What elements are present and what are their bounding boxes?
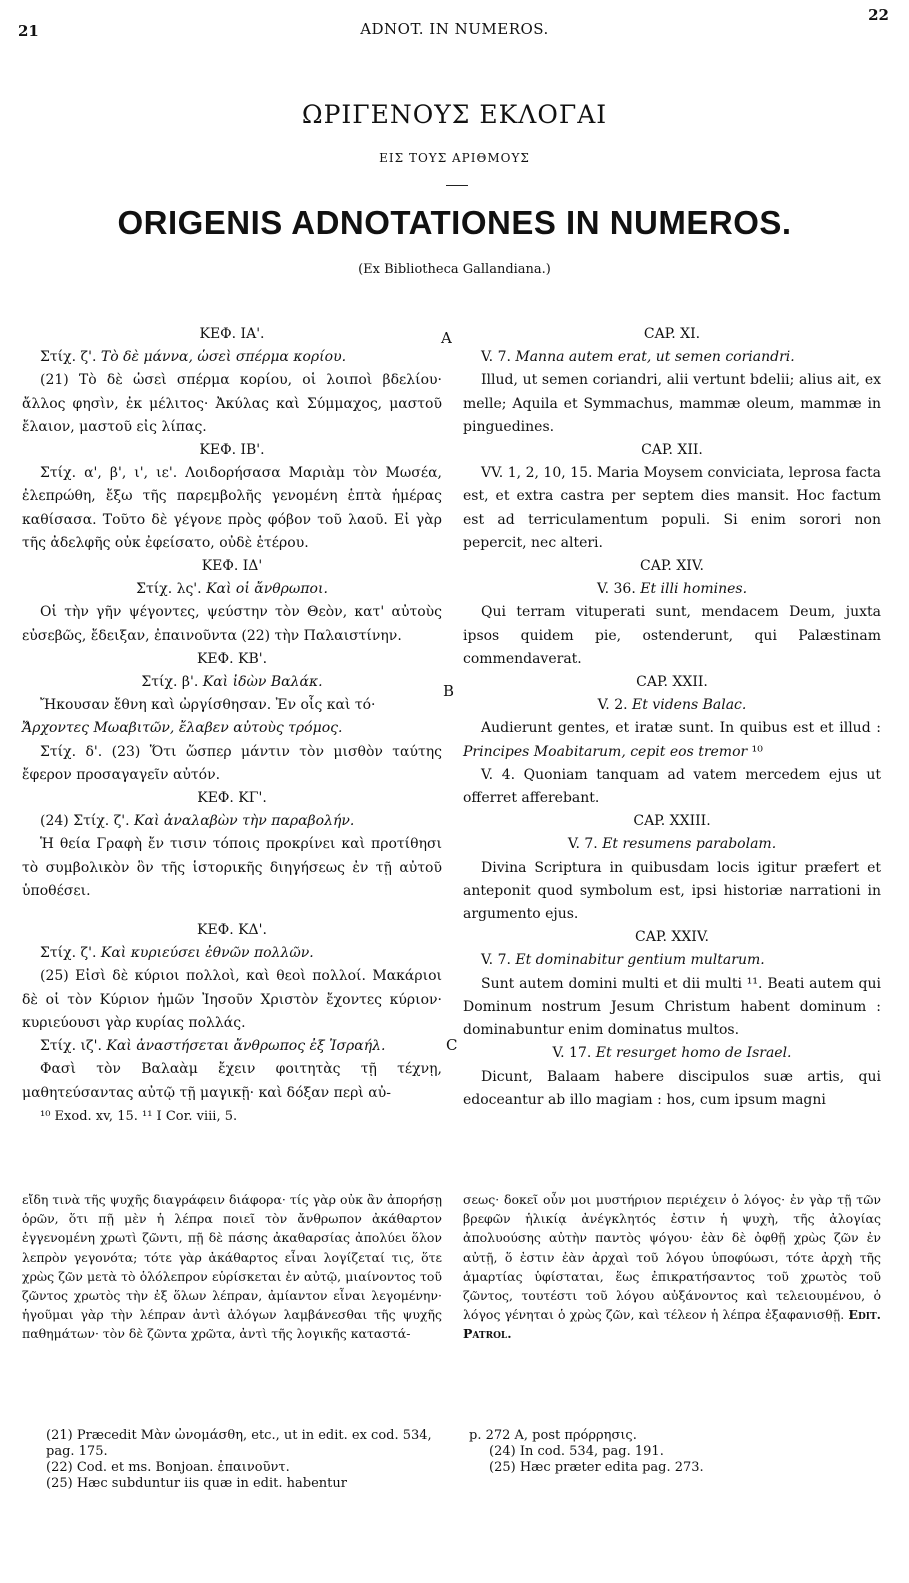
verse-quote: Et videns Balac. <box>632 697 747 714</box>
chapter-heading: CAP. XXII. <box>636 674 708 691</box>
verse-line <box>463 833 881 856</box>
footnote: (25) Hæc præter edita pag. 273. <box>489 1460 704 1475</box>
footnote: (24) In cod. 534, pag. 191. <box>489 1444 664 1459</box>
verse-line <box>22 810 442 833</box>
paragraph: Ἡ θεία Γραφὴ ἔν τισιν τόποις προκρίνει καὶ προτίθησι τὸ συμβολικὸν ὃν τῆς ἱστορικῆς διηγήσεως ἐν τῇ αὐτοῦ ὑποθέσει. <box>22 836 442 899</box>
verse-line <box>22 346 442 369</box>
verse-quote: Τὸ δὲ μάννα, ὡσεὶ σπέρμα κορίου. <box>100 349 347 366</box>
chapter-heading: ΚΕΦ. ΙΒ'. <box>199 442 265 459</box>
title-divider <box>446 185 468 186</box>
verse-line <box>22 942 442 965</box>
verse-line <box>22 671 442 694</box>
latin-column <box>463 323 881 1112</box>
verse-ref: V. 2. <box>597 697 628 714</box>
source-note: (Ex Bibliotheca Gallandiana.) <box>358 262 551 277</box>
verse-line <box>463 1042 881 1065</box>
footnote: (21) Præcedit Μὰν ὠνομάσθη, etc., ut in edit. ex cod. 534, pag. 175. <box>46 1428 432 1459</box>
paragraph: Divina Scriptura in quibusdam locis igitur præfert et anteponit quod symbolum est, ipsi historiæ narrationi in argumento ejus. <box>463 859 881 923</box>
verse-quote: Et dominabitur gentium multarum. <box>515 952 765 969</box>
verse-ref: V. 7. <box>481 952 511 969</box>
paragraph: Sunt autem domini multi et dii multi ¹¹. Beati autem qui Dominum nostrum Jesum Christum habent dominum : dominabuntur enim dominatus multos. <box>463 975 881 1039</box>
verse-quote: Et illi homines. <box>640 581 748 598</box>
right-page-number: 22 <box>868 6 889 24</box>
greek-column <box>22 323 442 1128</box>
verse-ref: Στίχ. λς'. <box>136 581 202 598</box>
latin-title: ORIGENIS ADNOTATIONES IN NUMEROS. <box>117 204 792 241</box>
verse-ref: V. 7. <box>567 836 598 853</box>
scripture-footnote: ¹⁰ Exod. xv, 15. ¹¹ I Cor. viii, 5. <box>40 1108 238 1124</box>
verse-ref: V. 7. <box>481 349 511 366</box>
editorial-footnotes-left <box>46 1428 444 1492</box>
quote-text: Principes Moabitarum, cepit eos tremor <box>463 743 748 760</box>
verse-line <box>463 949 881 972</box>
greek-note-right <box>463 1190 881 1344</box>
paragraph: Qui terram vituperati sunt, mendacem Deum, juxta ipsos quidem pie, ostenderunt, qui Palæstinam commendaverat. <box>463 604 881 667</box>
verse-ref: V. 36. <box>596 581 636 598</box>
paragraph: Dicunt, Balaam habere discipulos suæ artis, qui edoceantur ab illo magiam : hos, cum ipsum magni <box>463 1068 881 1108</box>
paragraph: Illud, ut semen coriandri, alii vertunt bdelii; alius ait, ex melle; Aquila et Symmachus, mammæ oleum, mammæ in pinguedines. <box>463 372 881 435</box>
verse-quote: Καὶ ἰδὼν Βαλάκ. <box>202 674 323 691</box>
paragraph <box>463 717 881 763</box>
paragraph: (21) Τὸ δὲ ὡσεὶ σπέρμα κορίου, οἱ λοιποὶ βδελίου· ἄλλος φησὶν, ἐκ μέλιτος· Ἀκύλας καὶ Σύμμαχος, μαστοῦ ἔλαιον, μαστοῦ εἰς λίπας. <box>22 372 442 435</box>
verse-quote: Et resurget homo de Israel. <box>595 1045 792 1062</box>
margin-letter-a: A <box>441 329 452 347</box>
chapter-heading: CAP. XI. <box>643 326 701 342</box>
note-text: εἴδη τινὰ τῆς ψυχῆς διαγράφειν διάφορα· τίς γὰρ οὐκ ἂν ἀπορήσῃ ὁρῶν, ὅτι πῇ μὲν ἡ λέπρα ποιεῖ τὸν ἄνθρωπον ἀκάθαρτον ἐγγενομένη χρωτὶ ζῶντι, πῇ δὲ πάσης ἀκαθαρσίας ἀπολύει ὅλον λεπρὸν γεγονότα; τότε γὰρ ἀκάθαρτος εἶναι λογίζεταί τις, ὅτε χρὼς ζῶν μετὰ τὸ ὁλόλεπρον εὑρίσκεται ἐν αὐτῷ, μιαίνοντος τοῦ ζῶντος χρωτὸς τὴν ἐξ ὅλων λέπραν, ἀμίαντον εἶναι λεγομένην· ἡγοῦμαι γὰρ τὴν λέπραν ἀντὶ ἀλόγων λαμβάνεσθαι τῆς ψυχῆς παθημάτων· τὸν δὲ ζῶντα χρῶτα, ἀντὶ τῆς λογικῆς καταστά- <box>22 1192 442 1342</box>
verse-ref: Στίχ. ιζ'. <box>40 1038 102 1055</box>
verse-ref: V. 17. <box>552 1045 592 1062</box>
editorial-footnotes-right <box>469 1428 879 1476</box>
verse-ref: Στίχ. β'. <box>141 674 199 691</box>
footnote: p. 272 A, post πρόρρησις. <box>469 1428 637 1443</box>
verse-line <box>463 578 881 601</box>
verse-line <box>463 694 881 717</box>
verse-line <box>22 1035 442 1058</box>
chapter-heading: ΚΕΦ. ΚΓ'. <box>197 790 267 807</box>
verse-line <box>463 346 881 369</box>
verse-line <box>22 578 442 601</box>
verse-ref: (24) Στίχ. ζ'. <box>40 813 130 830</box>
note-text <box>463 1190 881 1344</box>
verse-ref: Στίχ. ζ'. <box>40 349 97 366</box>
margin-letter-c: C <box>446 1036 458 1054</box>
paragraph: Στίχ. α', β', ι', ιε'. Λοιδορήσασα Μαριὰμ τὸν Μωσέα, ἐλεπρώθη, ἔξω τῆς παρεμβολῆς γενομένη ἑπτὰ ἡμέρας καθίσασα. Τοῦτο δὲ γέγονε πρὸς φόβον τοῦ λαοῦ. Εἰ γὰρ τῆς ἀδελφῆς οὐκ ἐφείσατο, οὐδὲ ἑτέρου. <box>22 465 442 551</box>
paragraph: Στίχ. δ'. (23) Ὅτι ὥσπερ μάντιν τὸν μισθὸν ταύτης ἔφερον προσαγαγεῖν αὐτόν. <box>22 743 442 783</box>
chapter-heading: CAP. XXIV. <box>635 929 709 946</box>
chapter-heading: ΚΕΦ. ΚΔ'. <box>197 922 267 939</box>
verse-ref: Στίχ. ζ'. <box>40 945 97 962</box>
paragraph-text: Audierunt gentes, et iratæ sunt. In quibus est et illud : <box>481 720 881 737</box>
chapter-heading: CAP. XXIII. <box>633 813 711 830</box>
footnote: (25) Hæc subduntur iis quæ in edit. habentur <box>46 1476 347 1491</box>
quote-line <box>22 717 442 740</box>
paragraph: (25) Εἰσὶ δὲ κύριοι πολλοὶ, καὶ θεοὶ πολλοί. Μακάριοι δὲ οἱ τὸν Κύριον ἡμῶν Ἰησοῦν Χριστὸν ἔχοντες κύριον· κυριεύουσι γὰρ κυρίας πολλάς. <box>22 968 442 1031</box>
verse-quote: Καὶ ἀναλαβὼν τὴν παραβολήν. <box>134 813 355 830</box>
quote-text: Ἄρχοντες Μωαβιτῶν, ἔλαβεν αὐτοὺς τρόμος. <box>22 720 343 737</box>
paragraph: V. 4. Quoniam tanquam ad vatem mercedem ejus ut offerret afferebant. <box>463 766 881 807</box>
editor-signature: Edit. Patrol. <box>463 1307 882 1342</box>
verse-quote: Καὶ ἀναστήσεται ἄνθρωπος ἐξ Ἰσραήλ. <box>106 1038 386 1055</box>
paragraph: Ἤκουσαν ἔθνη καὶ ὠργίσθησαν. Ἐν οἷς καὶ τό· <box>40 697 376 714</box>
chapter-heading: ΚΕΦ. ΙΑ'. <box>199 326 265 342</box>
verse-quote: Καὶ κυριεύσει ἐθνῶν πολλῶν. <box>100 945 314 962</box>
footnote: (22) Cod. et ms. Bonjoan. ἐπαινοῦντ. <box>46 1460 290 1475</box>
margin-letter-b: B <box>443 682 455 700</box>
chapter-heading: ΚΕΦ. ΚΒ'. <box>196 650 268 667</box>
verse-quote: Καὶ οἱ ἄνθρωποι. <box>206 581 328 598</box>
left-page-number: 21 <box>18 22 39 40</box>
note-body: σεως· δοκεῖ οὖν μοι μυστήριον περιέχειν ὁ λόγος· ἐν γὰρ τῇ τῶν βρεφῶν ἡλικίᾳ ἀνέγκλητός ἐστιν ἡ ψυχὴ, τῆς ἀλογίας ἀπολυούσης αὐτὴν παντὸς ψόγου· ἐὰν δὲ ὀφθῇ χρὼς ζῶν ἐν αὐτῇ, ὅ ἐστιν ἐὰν ἀρχαὶ τοῦ λόγου ὑποφύωσι, τότε ἀρχὴ τῆς ἁμαρτίας ὑφίσταται, ἕως ἐπικρατήσαντος τοῦ χρωτὸς τοῦ ζῶντος, τουτέστι τοῦ λόγου αὐξάνοντος καὶ τελειουμένου, ὁ λόγος γένηται ὁ χρὼς ζῶν, καὶ τέλεον ἡ λέπρα ἐξαφανισθῇ. <box>463 1192 881 1323</box>
paragraph: VV. 1, 2, 10, 15. Maria Moysem conviciata, leprosa facta est, et extra castra per septem dies mansit. Hoc factum est ad terriculamentum populi. Si enim sorori non pepercit, nec alteri. <box>463 465 881 551</box>
footnote-mark: ¹⁰ <box>751 743 763 760</box>
greek-title: ΩΡΙΓΕΝΟΥΣ ΕΚΛΟΓΑΙ <box>301 100 608 129</box>
greek-subtitle: ΕΙΣ ΤΟΥΣ ΑΡΙΘΜΟΥΣ <box>379 151 530 165</box>
chapter-heading: CAP. XII. <box>641 442 703 459</box>
greek-note-left <box>22 1190 442 1344</box>
running-header-title: ADNOT. IN NUMEROS. <box>360 20 549 38</box>
chapter-heading: ΚΕΦ. ΙΔ' <box>201 558 263 575</box>
verse-quote: Manna autem erat, ut semen coriandri. <box>515 349 795 366</box>
verse-quote: Et resumens parabolam. <box>602 836 777 853</box>
paragraph: Οἱ τὴν γῆν ψέγοντες, ψεύστην τὸν Θεὸν, κατ' αὐτοὺς εὐσεβῶς, ἔδειξαν, ἐπαινοῦντα (22) τὴν Παλαιστίνην. <box>22 604 442 644</box>
chapter-heading: CAP. XIV. <box>640 558 704 575</box>
paragraph: Φασὶ τὸν Βαλαὰμ ἔχειν φοιτητὰς τῇ τέχνῃ, μαθητεύσαντας αὐτῷ τῇ μαγικῇ· καὶ δόξαν περὶ αὐ- <box>22 1061 442 1101</box>
